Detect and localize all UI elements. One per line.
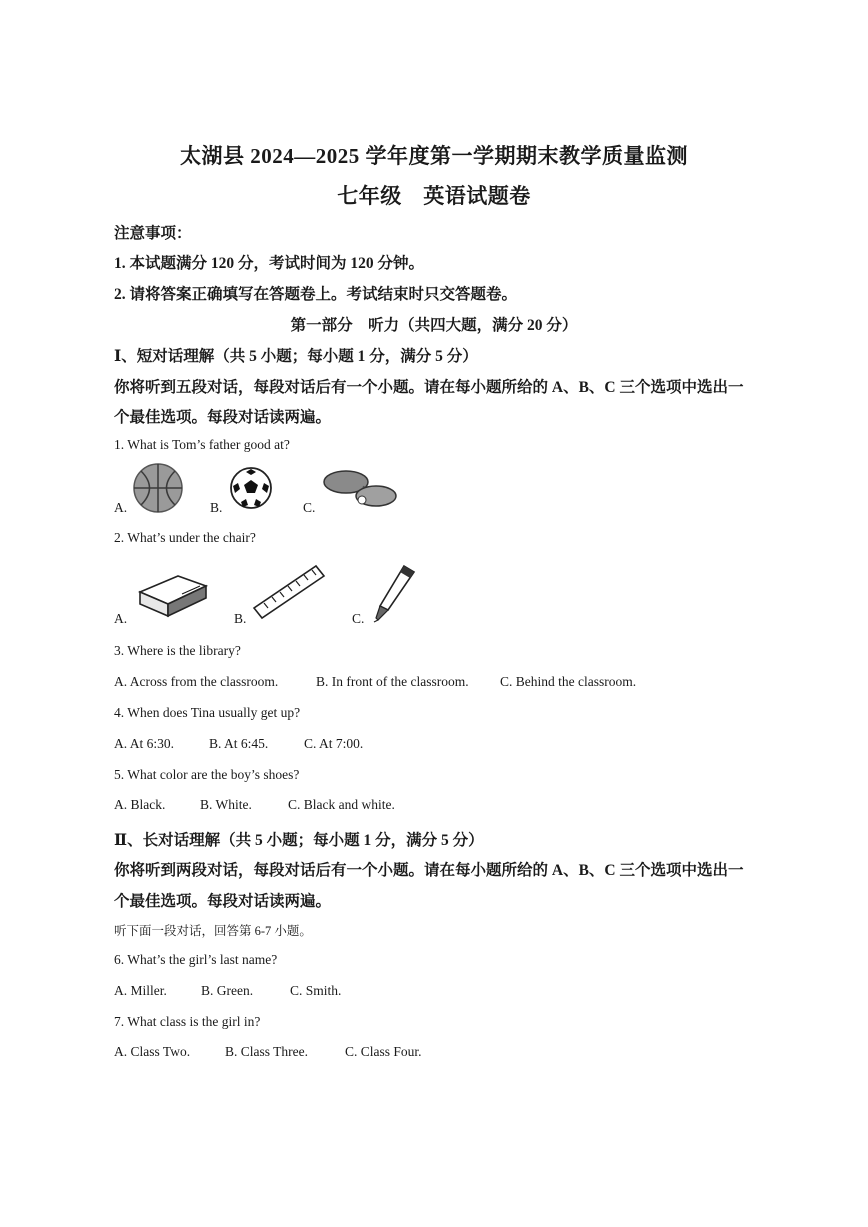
q7-option-a: A. Class Two. — [114, 1044, 191, 1059]
section1-instruction-line1: 你将听到五段对话，每段对话后有一个小题。请在每小题所给的 A、B、C 三个选项中选出一 — [114, 379, 744, 396]
part1-heading: 第一部分 听力（共四大题，满分 20 分） — [290, 317, 578, 334]
q6-option-b: B. Green. — [201, 983, 254, 998]
section2-instruction-line2: 个最佳选项。每段对话读两遍。 — [114, 893, 332, 910]
exam-subtitle: 七年级 英语试题卷 — [337, 184, 531, 208]
question-4: 4. When does Tina usually get up? — [114, 705, 301, 720]
q5-option-c: C. Black and white. — [288, 797, 395, 812]
section1-instruction-line2: 个最佳选项。每段对话读两遍。 — [114, 409, 332, 426]
q5-option-b: B. White. — [200, 797, 252, 812]
ruler-icon — [250, 562, 328, 620]
q3-option-b: B. In front of the classroom. — [316, 674, 469, 689]
q2-option-a-label: A. — [114, 611, 128, 626]
question-6: 6. What’s the girl’s last name? — [114, 952, 278, 967]
q3-option-a: A. Across from the classroom. — [114, 674, 279, 689]
basketball-icon — [132, 462, 184, 514]
notice-item-2: 2. 请将答案正确填写在答题卷上。考试结束时只交答题卷。 — [114, 286, 518, 303]
eraser-icon — [134, 570, 210, 618]
section1-heading: Ⅰ、短对话理解（共 5 小题；每小题 1 分，满分 5 分） — [114, 348, 478, 365]
q4-option-b: B. At 6:45. — [209, 736, 269, 751]
q2-option-b-label: B. — [234, 611, 247, 626]
q7-option-c: C. Class Four. — [345, 1044, 422, 1059]
pen-icon — [368, 564, 418, 624]
q5-option-a: A. Black. — [114, 797, 166, 812]
question-2: 2. What’s under the chair? — [114, 530, 256, 545]
ping-pong-paddles-icon — [320, 468, 398, 510]
notice-heading: 注意事项： — [114, 225, 192, 242]
q4-option-c: C. At 7:00. — [304, 736, 364, 751]
question-7: 7. What class is the girl in? — [114, 1014, 261, 1029]
section2-sub-instruction: 听下面一段对话，回答第 6-7 小题。 — [114, 924, 312, 938]
q7-option-b: B. Class Three. — [225, 1044, 308, 1059]
q1-option-c-label: C. — [303, 500, 316, 515]
exam-title: 太湖县 2024—2025 学年度第一学期期末教学质量监测 — [180, 144, 688, 168]
soccer-ball-icon — [229, 466, 273, 510]
section2-heading: Ⅱ、长对话理解（共 5 小题；每小题 1 分，满分 5 分） — [114, 832, 484, 849]
q1-option-a-label: A. — [114, 500, 128, 515]
q6-option-c: C. Smith. — [290, 983, 342, 998]
question-1: 1. What is Tom’s father good at? — [114, 437, 290, 452]
section2-instruction-line1: 你将听到两段对话，每段对话后有一个小题。请在每小题所给的 A、B、C 三个选项中选出一 — [114, 862, 744, 879]
question-3: 3. Where is the library? — [114, 643, 241, 658]
notice-item-1: 1. 本试题满分 120 分，考试时间为 120 分钟。 — [114, 255, 425, 272]
q3-option-c: C. Behind the classroom. — [500, 674, 637, 689]
q2-option-c-label: C. — [352, 611, 365, 626]
question-5: 5. What color are the boy’s shoes? — [114, 767, 300, 782]
q4-option-a: A. At 6:30. — [114, 736, 175, 751]
q1-option-b-label: B. — [210, 500, 223, 515]
q6-option-a: A. Miller. — [114, 983, 167, 998]
